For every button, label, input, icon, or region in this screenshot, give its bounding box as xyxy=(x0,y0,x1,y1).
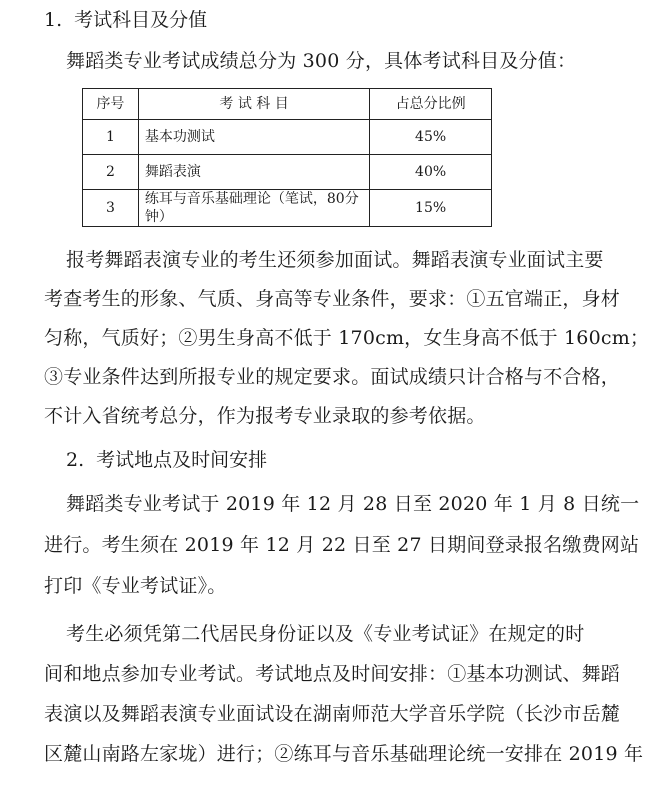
table-header-row xyxy=(83,89,492,120)
para3-line-1: 考生必须凭第二代居民身份证以及《专业考试证》在规定的时 xyxy=(66,623,585,645)
row-ratio: 40% xyxy=(370,155,492,190)
row-ratio: 15% xyxy=(370,190,492,227)
para3-line-2: 间和地点参加专业考试。考试地点及时间安排：①基本功测试、舞蹈 xyxy=(44,663,621,685)
table-row xyxy=(83,190,492,227)
para2-line-1: 舞蹈类专业考试于 2019 年 12 月 28 日至 2020 年 1 月 8 日统一 xyxy=(66,493,640,515)
section-1-heading xyxy=(44,8,207,32)
para1-line-4: ③专业条件达到所报专业的规定要求。面试成绩只计合格与不合格， xyxy=(44,366,621,388)
section-1-title: 考试科目及分值 xyxy=(74,9,208,31)
para1-line-3: 匀称，气质好；②男生身高不低于 170cm，女生身高不低于 160cm； xyxy=(44,327,649,349)
section-1-number: 1. xyxy=(44,9,63,31)
header-no: 序号 xyxy=(83,89,139,120)
score-table xyxy=(82,88,492,227)
row-subject: 基本功测试 xyxy=(138,120,369,155)
table-row xyxy=(83,120,492,155)
para3-line-3: 表演以及舞蹈表演专业面试设在湖南师范大学音乐学院（长沙市岳麓 xyxy=(44,703,621,725)
row-subject: 练耳与音乐基础理论（笔试，80分钟） xyxy=(138,190,369,227)
row-subject: 舞蹈表演 xyxy=(138,155,369,190)
table-row xyxy=(83,155,492,190)
para1-line-5: 不计入省统考总分，作为报考专业录取的参考依据。 xyxy=(44,405,486,427)
header-ratio: 占总分比例 xyxy=(370,89,492,120)
section-2-title: 考试地点及时间安排 xyxy=(96,449,268,471)
para3-line-4: 区麓山南路左家垅）进行；②练耳与音乐基础理论统一安排在 2019 年 xyxy=(44,743,644,765)
section-2-number: 2. xyxy=(66,449,85,471)
para2-line-3: 打印《专业考试证》。 xyxy=(44,575,227,597)
intro-text: 舞蹈类专业考试成绩总分为 300 分，具体考试科目及分值： xyxy=(66,50,577,72)
header-subject: 考 试 科 目 xyxy=(138,89,369,120)
section-2-heading xyxy=(66,448,267,472)
row-no: 3 xyxy=(83,190,139,227)
para2-line-2: 进行。考生须在 2019 年 12 月 22 日至 27 日期间登录报名缴费网站 xyxy=(44,534,640,556)
row-no: 1 xyxy=(83,120,139,155)
row-no: 2 xyxy=(83,155,139,190)
row-ratio: 45% xyxy=(370,120,492,155)
para1-line-1: 报考舞蹈表演专业的考生还须参加面试。舞蹈表演专业面试主要 xyxy=(66,249,604,271)
para1-line-2: 考查考生的形象、气质、身高等专业条件，要求：①五官端正，身材 xyxy=(44,288,621,310)
